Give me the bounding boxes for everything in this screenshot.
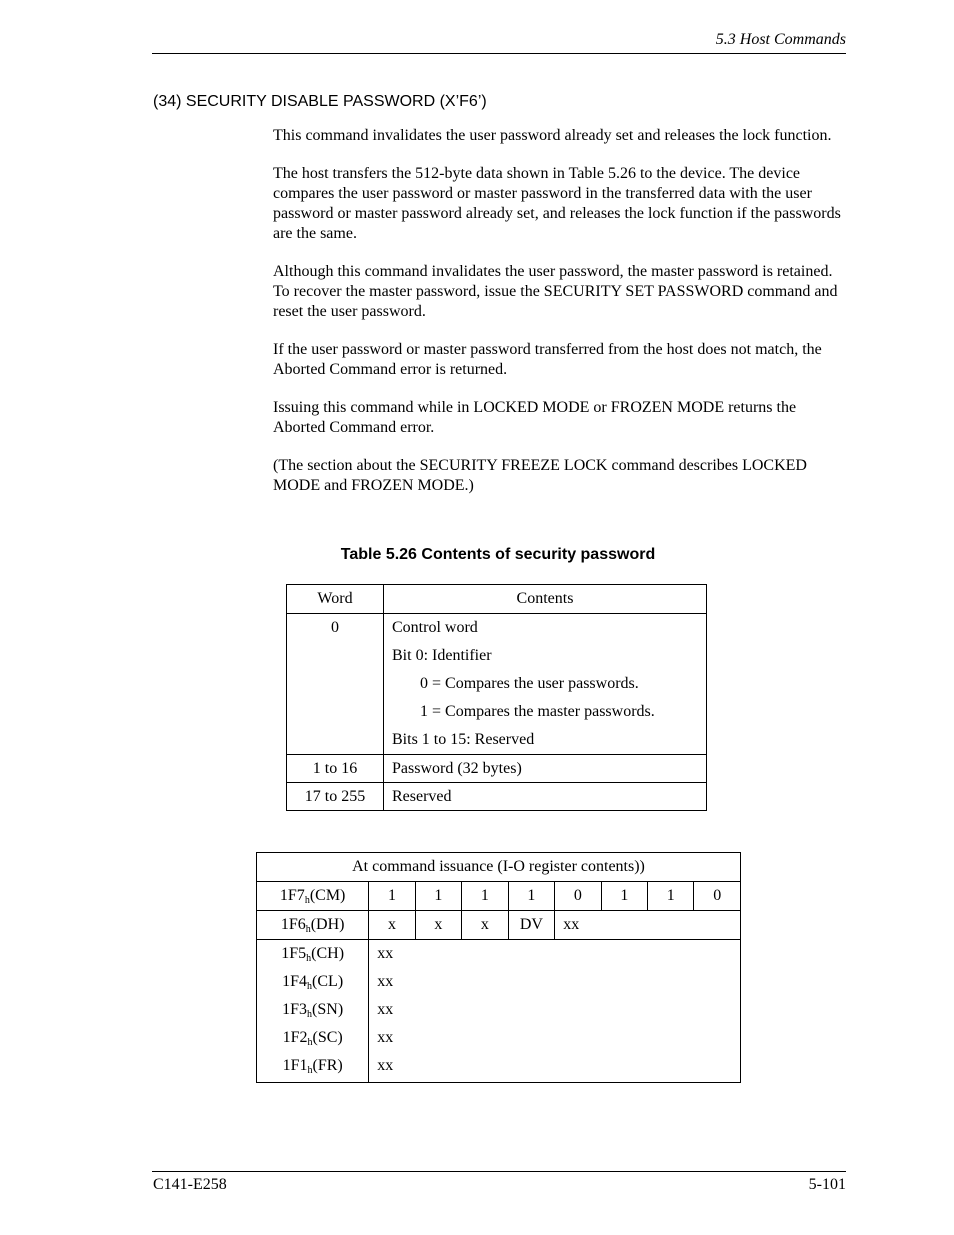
bit-cell: 1 bbox=[601, 882, 647, 911]
contents-line: 0 = Compares the user passwords. bbox=[420, 675, 639, 692]
paragraph-3: Although this command invalidates the user password, the master password is retained. To recover the master password, issue the SECURITY SET PASSWORD command and reset the user password. bbox=[273, 263, 838, 320]
register-name: (SC) bbox=[312, 1029, 343, 1046]
register-name: (CM) bbox=[309, 886, 346, 904]
page-number: 5-101 bbox=[808, 1176, 846, 1193]
register-label bbox=[257, 882, 369, 911]
security-password-table bbox=[286, 584, 707, 811]
register-row-cm bbox=[257, 882, 741, 911]
table-row bbox=[287, 614, 707, 755]
table-header-row bbox=[287, 585, 707, 614]
bit-cell: 1 bbox=[415, 882, 461, 911]
register-address: 1F2 bbox=[282, 1029, 308, 1046]
register-name: (SN) bbox=[312, 1001, 344, 1018]
register-subscript: h bbox=[304, 894, 310, 906]
register-value: xx bbox=[377, 945, 394, 962]
word-cell: 17 to 255 bbox=[287, 783, 384, 811]
table-caption: Table 5.26 Contents of security password bbox=[340, 546, 656, 563]
register-label bbox=[257, 1024, 368, 1052]
table-row bbox=[287, 755, 707, 783]
contents-line: Bits 1 to 15: Reserved bbox=[392, 731, 535, 748]
contents-cell bbox=[384, 614, 707, 755]
register-address: 1F7 bbox=[279, 886, 305, 904]
register-subscript: h bbox=[307, 1065, 313, 1076]
register-contents-table bbox=[256, 852, 741, 1083]
contents-line: Control word bbox=[392, 619, 478, 636]
bit-cell: DV bbox=[508, 911, 555, 940]
register-value: xx bbox=[377, 973, 394, 990]
register-label bbox=[257, 968, 368, 996]
bit-cell: 1 bbox=[508, 882, 555, 911]
running-header: 5.3 Host Commands bbox=[715, 31, 846, 48]
register-label-stack bbox=[257, 940, 369, 1083]
header-rule bbox=[152, 53, 846, 54]
register-name: (FR) bbox=[312, 1057, 343, 1074]
register-name: (DH) bbox=[310, 915, 345, 933]
register-row-stack bbox=[257, 940, 741, 1083]
register-address: 1F3 bbox=[282, 1001, 308, 1018]
register-table-title: At command issuance (I-O register contents)) bbox=[257, 853, 741, 882]
register-table-title-row bbox=[257, 853, 741, 882]
register-value: xx bbox=[377, 1029, 394, 1046]
bit-cell-rest: xx bbox=[555, 911, 741, 940]
register-subscript: h bbox=[307, 981, 313, 992]
register-label bbox=[257, 940, 368, 968]
contents-cell: Password (32 bytes) bbox=[384, 755, 707, 783]
document-id: C141-E258 bbox=[153, 1176, 227, 1193]
bit-cell: x bbox=[415, 911, 461, 940]
register-row-dh bbox=[257, 911, 741, 940]
register-label bbox=[257, 1052, 368, 1080]
word-cell bbox=[287, 614, 384, 755]
register-name: (CH) bbox=[311, 945, 345, 962]
register-address: 1F4 bbox=[282, 973, 308, 990]
section-title: (34) SECURITY DISABLE PASSWORD (X’F6’) bbox=[153, 93, 487, 110]
word-value: 0 bbox=[331, 619, 339, 636]
contents-line: 1 = Compares the master passwords. bbox=[420, 703, 655, 720]
register-subscript: h bbox=[305, 923, 311, 935]
register-label bbox=[257, 996, 368, 1024]
bit-cell: 0 bbox=[555, 882, 601, 911]
header-contents: Contents bbox=[384, 585, 707, 614]
register-value: xx bbox=[377, 1001, 394, 1018]
bit-cell: 1 bbox=[648, 882, 694, 911]
register-address: 1F5 bbox=[281, 945, 307, 962]
bit-cell: 1 bbox=[462, 882, 508, 911]
contents-line: Bit 0: Identifier bbox=[392, 647, 492, 664]
contents-cell: Reserved bbox=[384, 783, 707, 811]
paragraph-1: This command invalidates the user password already set and releases the lock function. bbox=[273, 127, 832, 144]
register-subscript: h bbox=[306, 953, 312, 964]
register-subscript: h bbox=[307, 1009, 313, 1020]
paragraph-5: Issuing this command while in LOCKED MODE or FROZEN MODE returns the Aborted Command error. bbox=[273, 399, 797, 436]
word-cell: 1 to 16 bbox=[287, 755, 384, 783]
paragraph-4: If the user password or master password transferred from the host does not match, the Aborted Command error is returned. bbox=[273, 341, 822, 378]
register-address: 1F1 bbox=[282, 1057, 308, 1074]
bit-cell: x bbox=[462, 911, 508, 940]
paragraph-6: (The section about the SECURITY FREEZE LOCK command describes LOCKED MODE and FROZEN MODE.) bbox=[273, 457, 807, 494]
register-value: xx bbox=[377, 1057, 394, 1074]
bit-cell: 0 bbox=[694, 882, 741, 911]
bit-cell: 1 bbox=[369, 882, 415, 911]
register-value-stack bbox=[369, 940, 741, 1083]
body-text bbox=[273, 126, 845, 514]
paragraph-2: The host transfers the 512-byte data shown in Table 5.26 to the device. The device compares the user password or master password in the transferred data with the user password or master password already set, and releases the lock function if the passwords are the same. bbox=[273, 165, 841, 242]
header-word: Word bbox=[287, 585, 384, 614]
table-row bbox=[287, 783, 707, 811]
register-label bbox=[257, 911, 369, 940]
register-subscript: h bbox=[307, 1037, 313, 1048]
register-name: (CL) bbox=[312, 973, 344, 990]
footer-rule bbox=[152, 1171, 846, 1172]
register-address: 1F6 bbox=[280, 915, 306, 933]
bit-cell: x bbox=[369, 911, 415, 940]
